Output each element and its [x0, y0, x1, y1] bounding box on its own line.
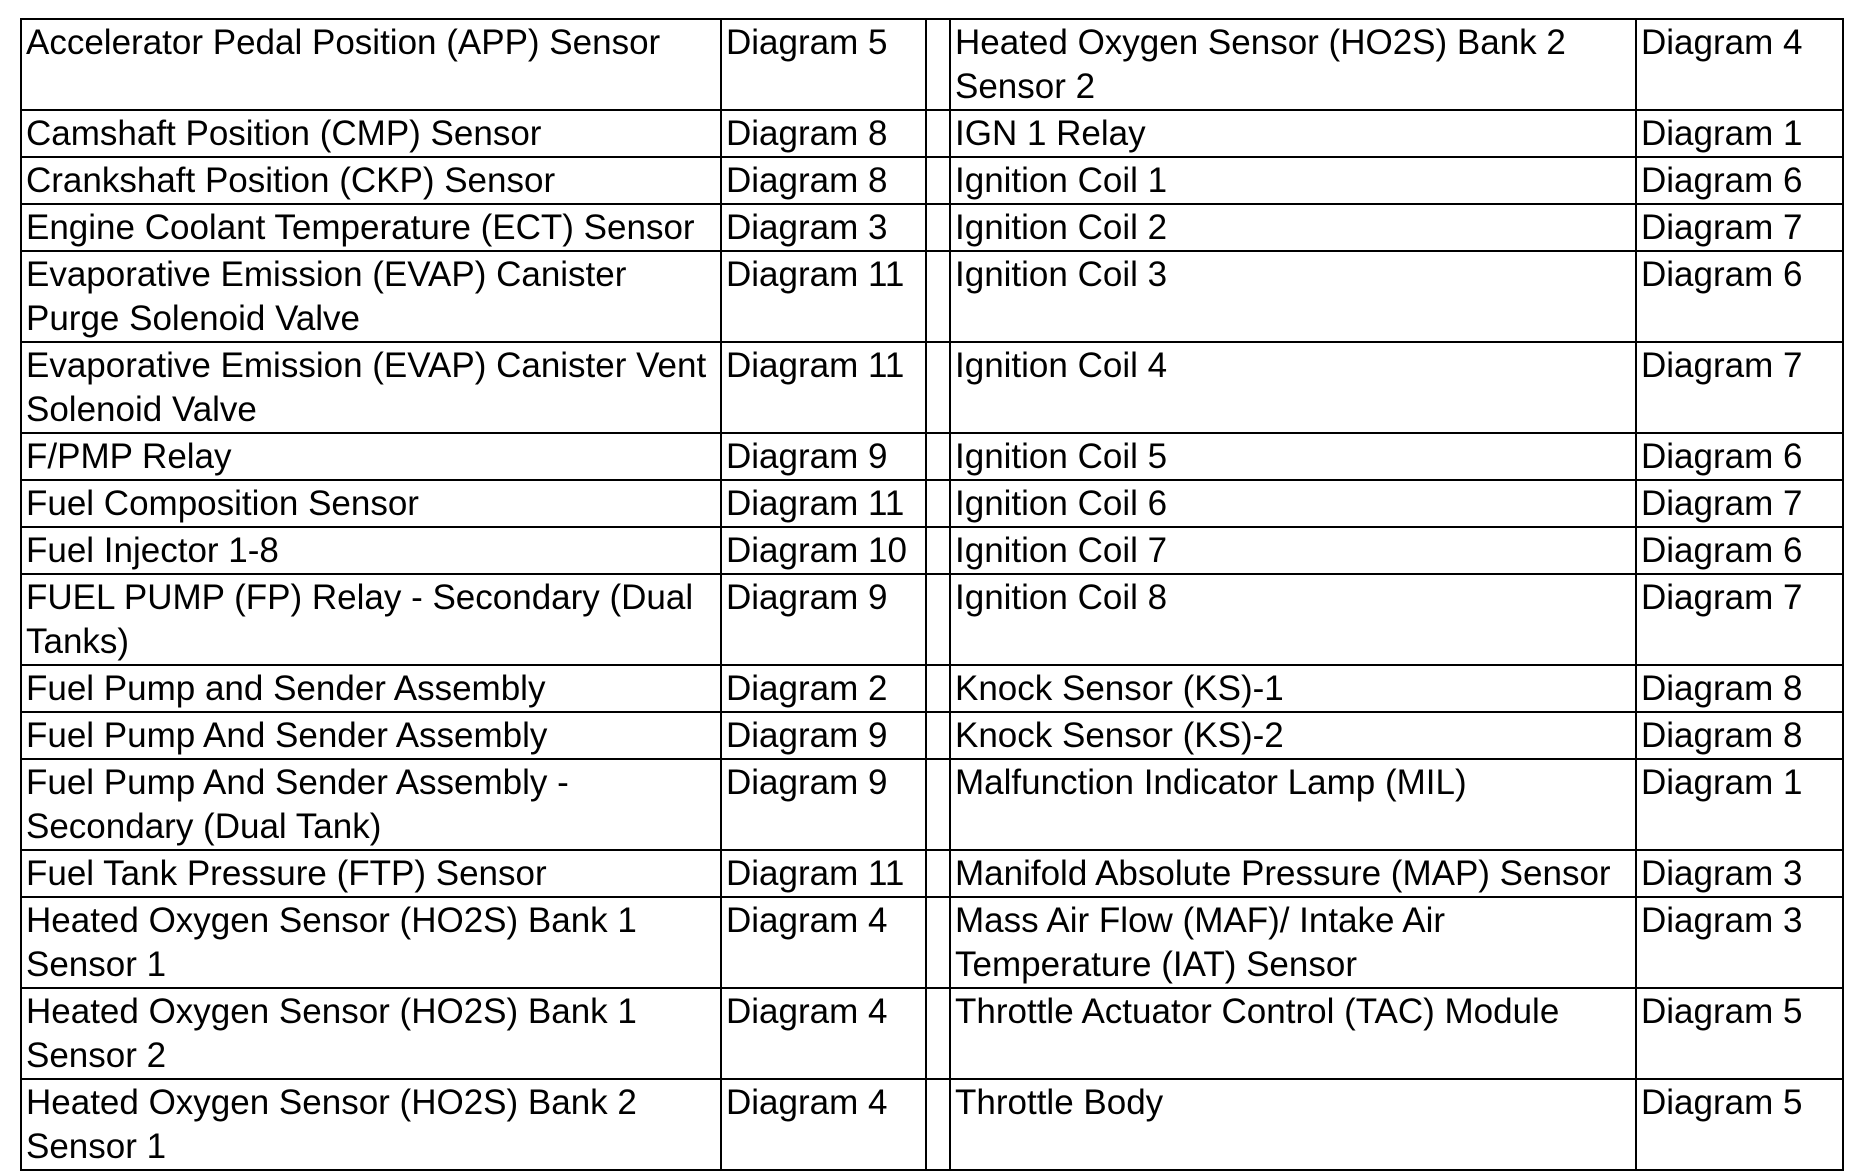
table-row [21, 665, 1843, 712]
table-row [21, 988, 1843, 1079]
diagram-ref-left: Diagram 8 [721, 157, 926, 204]
component-name-right: Knock Sensor (KS)-2 [950, 712, 1636, 759]
diagram-ref-right: Diagram 1 [1636, 110, 1843, 157]
table-row [21, 527, 1843, 574]
table-row [21, 1079, 1843, 1170]
table-row [21, 433, 1843, 480]
component-name-right: Mass Air Flow (MAF)/ Intake Air Temperature (IAT) Sensor [950, 897, 1636, 988]
diagram-ref-right: Diagram 6 [1636, 157, 1843, 204]
column-gap [926, 759, 950, 850]
component-name-right: IGN 1 Relay [950, 110, 1636, 157]
diagram-ref-right: Diagram 7 [1636, 204, 1843, 251]
component-name-left: Heated Oxygen Sensor (HO2S) Bank 1 Sensor 1 [21, 897, 721, 988]
table-row [21, 712, 1843, 759]
column-gap [926, 897, 950, 988]
diagram-ref-right: Diagram 6 [1636, 527, 1843, 574]
column-gap [926, 204, 950, 251]
table-row [21, 480, 1843, 527]
diagram-ref-left: Diagram 3 [721, 204, 926, 251]
column-gap [926, 712, 950, 759]
table-row [21, 204, 1843, 251]
diagram-ref-left: Diagram 9 [721, 759, 926, 850]
column-gap [926, 850, 950, 897]
table-row [21, 157, 1843, 204]
component-name-left: Fuel Pump And Sender Assembly - Secondary (Dual Tank) [21, 759, 721, 850]
component-name-right: Ignition Coil 8 [950, 574, 1636, 665]
diagram-ref-left: Diagram 11 [721, 342, 926, 433]
component-name-left: Fuel Injector 1-8 [21, 527, 721, 574]
column-gap [926, 665, 950, 712]
diagram-ref-right: Diagram 5 [1636, 988, 1843, 1079]
column-gap [926, 110, 950, 157]
diagram-ref-left: Diagram 9 [721, 574, 926, 665]
component-name-right: Throttle Actuator Control (TAC) Module [950, 988, 1636, 1079]
component-name-right: Ignition Coil 2 [950, 204, 1636, 251]
diagram-ref-right: Diagram 8 [1636, 665, 1843, 712]
component-name-left: Engine Coolant Temperature (ECT) Sensor [21, 204, 721, 251]
column-gap [926, 527, 950, 574]
column-gap [926, 157, 950, 204]
component-name-left: Crankshaft Position (CKP) Sensor [21, 157, 721, 204]
component-name-left: Accelerator Pedal Position (APP) Sensor [21, 19, 721, 110]
component-diagram-index [20, 18, 1842, 1166]
component-name-right: Ignition Coil 3 [950, 251, 1636, 342]
component-name-right: Knock Sensor (KS)-1 [950, 665, 1636, 712]
diagram-ref-left: Diagram 11 [721, 251, 926, 342]
component-name-left: Evaporative Emission (EVAP) Canister Purge Solenoid Valve [21, 251, 721, 342]
diagram-ref-left: Diagram 4 [721, 1079, 926, 1170]
column-gap [926, 342, 950, 433]
table-row [21, 19, 1843, 110]
component-name-right: Ignition Coil 7 [950, 527, 1636, 574]
component-name-left: F/PMP Relay [21, 433, 721, 480]
component-name-left: Heated Oxygen Sensor (HO2S) Bank 2 Sensor 1 [21, 1079, 721, 1170]
table-row [21, 342, 1843, 433]
diagram-ref-left: Diagram 4 [721, 897, 926, 988]
column-gap [926, 19, 950, 110]
column-gap [926, 1079, 950, 1170]
column-gap [926, 251, 950, 342]
component-name-right: Ignition Coil 1 [950, 157, 1636, 204]
component-name-left: Fuel Tank Pressure (FTP) Sensor [21, 850, 721, 897]
diagram-ref-left: Diagram 5 [721, 19, 926, 110]
component-name-left: Fuel Pump and Sender Assembly [21, 665, 721, 712]
diagram-ref-right: Diagram 5 [1636, 1079, 1843, 1170]
component-name-left: Fuel Composition Sensor [21, 480, 721, 527]
diagram-ref-left: Diagram 11 [721, 480, 926, 527]
diagram-ref-right: Diagram 3 [1636, 850, 1843, 897]
diagram-ref-right: Diagram 3 [1636, 897, 1843, 988]
component-name-right: Manifold Absolute Pressure (MAP) Sensor [950, 850, 1636, 897]
diagram-ref-right: Diagram 1 [1636, 759, 1843, 850]
component-name-right: Ignition Coil 4 [950, 342, 1636, 433]
diagram-ref-right: Diagram 7 [1636, 480, 1843, 527]
component-name-left: Evaporative Emission (EVAP) Canister Vent Solenoid Valve [21, 342, 721, 433]
diagram-ref-right: Diagram 8 [1636, 712, 1843, 759]
diagram-ref-right: Diagram 6 [1636, 251, 1843, 342]
diagram-ref-left: Diagram 9 [721, 433, 926, 480]
column-gap [926, 574, 950, 665]
component-name-right: Heated Oxygen Sensor (HO2S) Bank 2 Sensor 2 [950, 19, 1636, 110]
diagram-ref-right: Diagram 7 [1636, 574, 1843, 665]
diagram-ref-right: Diagram 6 [1636, 433, 1843, 480]
table-row [21, 850, 1843, 897]
diagram-ref-left: Diagram 10 [721, 527, 926, 574]
component-name-right: Throttle Body [950, 1079, 1636, 1170]
table-row [21, 759, 1843, 850]
table-row [21, 574, 1843, 665]
table-row [21, 110, 1843, 157]
column-gap [926, 480, 950, 527]
table-row [21, 251, 1843, 342]
diagram-ref-left: Diagram 9 [721, 712, 926, 759]
diagram-ref-left: Diagram 8 [721, 110, 926, 157]
column-gap [926, 433, 950, 480]
column-gap [926, 988, 950, 1079]
diagram-ref-right: Diagram 4 [1636, 19, 1843, 110]
diagram-ref-right: Diagram 7 [1636, 342, 1843, 433]
table-row [21, 897, 1843, 988]
diagram-ref-left: Diagram 4 [721, 988, 926, 1079]
component-table [20, 18, 1844, 1171]
diagram-ref-left: Diagram 11 [721, 850, 926, 897]
diagram-ref-left: Diagram 2 [721, 665, 926, 712]
component-name-right: Ignition Coil 6 [950, 480, 1636, 527]
component-name-left: Heated Oxygen Sensor (HO2S) Bank 1 Sensor 2 [21, 988, 721, 1079]
component-name-left: FUEL PUMP (FP) Relay - Secondary (Dual Tanks) [21, 574, 721, 665]
component-name-right: Malfunction Indicator Lamp (MIL) [950, 759, 1636, 850]
component-name-left: Fuel Pump And Sender Assembly [21, 712, 721, 759]
component-name-left: Camshaft Position (CMP) Sensor [21, 110, 721, 157]
component-name-right: Ignition Coil 5 [950, 433, 1636, 480]
